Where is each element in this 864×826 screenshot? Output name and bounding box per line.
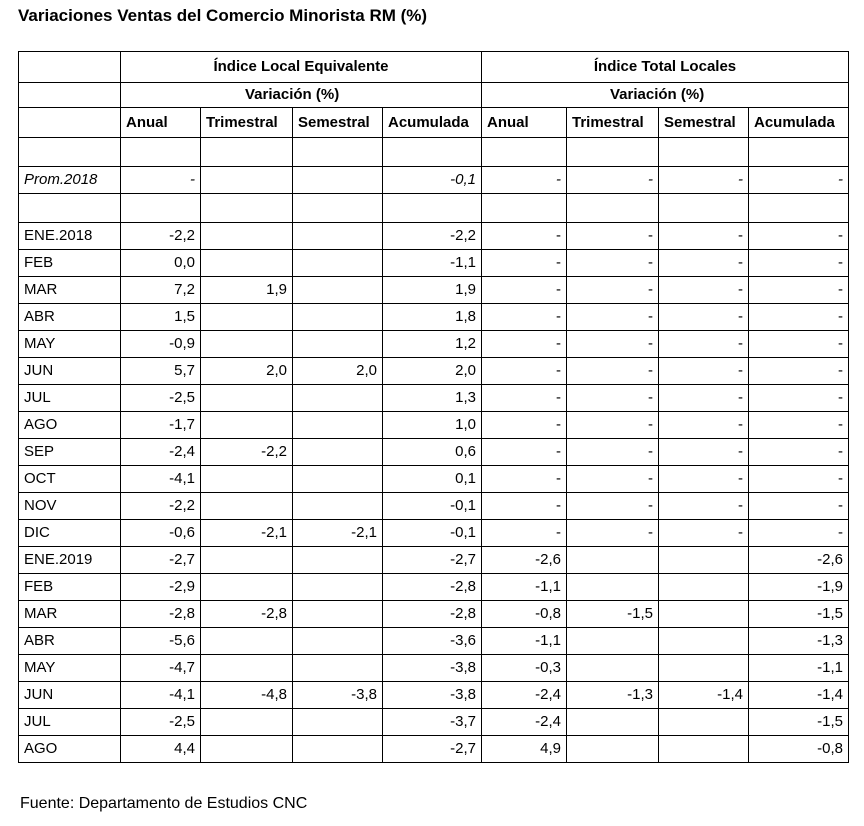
- table-row: [19, 358, 849, 385]
- value-cell: -: [659, 520, 749, 547]
- value-cell: -: [567, 358, 659, 385]
- value-cell: -0,1: [383, 167, 482, 194]
- table-row: [19, 493, 849, 520]
- row-label: Prom.2018: [19, 167, 121, 194]
- value-cell: -: [482, 304, 567, 331]
- value-cell: -: [749, 385, 849, 412]
- table-row: [19, 466, 849, 493]
- value-cell: -4,1: [121, 682, 201, 709]
- variation-header-local: Variación (%): [121, 83, 482, 108]
- value-cell: -0,1: [383, 493, 482, 520]
- empty-cell: [749, 138, 849, 167]
- row-label: JUL: [19, 709, 121, 736]
- empty-cell: [121, 138, 201, 167]
- value-cell: [293, 493, 383, 520]
- table-body: [19, 138, 849, 763]
- value-cell: 0,1: [383, 466, 482, 493]
- value-cell: [201, 736, 293, 763]
- value-cell: -: [659, 385, 749, 412]
- value-cell: [567, 547, 659, 574]
- value-cell: -: [482, 493, 567, 520]
- value-cell: -: [659, 223, 749, 250]
- value-cell: -2,2: [383, 223, 482, 250]
- row-label: JUL: [19, 385, 121, 412]
- value-cell: [201, 412, 293, 439]
- value-cell: -: [482, 250, 567, 277]
- value-cell: -: [659, 439, 749, 466]
- row-label: DIC: [19, 520, 121, 547]
- value-cell: -: [482, 466, 567, 493]
- value-cell: [293, 250, 383, 277]
- value-cell: -: [482, 385, 567, 412]
- row-label: SEP: [19, 439, 121, 466]
- value-cell: [293, 167, 383, 194]
- value-cell: -: [749, 439, 849, 466]
- source-note: Fuente: Departamento de Estudios CNC: [20, 795, 308, 812]
- value-cell: 2,0: [383, 358, 482, 385]
- value-cell: 1,9: [383, 277, 482, 304]
- empty-cell: [383, 194, 482, 223]
- value-cell: -: [567, 331, 659, 358]
- value-cell: [293, 574, 383, 601]
- value-cell: -1,1: [383, 250, 482, 277]
- value-cell: -: [567, 385, 659, 412]
- column-header: Trimestral: [201, 108, 293, 138]
- value-cell: -: [567, 520, 659, 547]
- value-cell: [659, 709, 749, 736]
- value-cell: -: [482, 167, 567, 194]
- value-cell: -4,8: [201, 682, 293, 709]
- value-cell: 2,0: [293, 358, 383, 385]
- row-label: MAY: [19, 655, 121, 682]
- value-cell: [293, 709, 383, 736]
- empty-cell: [19, 194, 121, 223]
- table-row: [19, 520, 849, 547]
- column-header: Semestral: [659, 108, 749, 138]
- value-cell: -1,9: [749, 574, 849, 601]
- value-cell: -1,5: [749, 709, 849, 736]
- table-row: [19, 601, 849, 628]
- value-cell: -0,9: [121, 331, 201, 358]
- value-cell: -: [659, 493, 749, 520]
- table-row: [19, 574, 849, 601]
- value-cell: -: [567, 493, 659, 520]
- value-cell: [201, 250, 293, 277]
- value-cell: [293, 466, 383, 493]
- value-cell: -: [659, 304, 749, 331]
- value-cell: -5,6: [121, 628, 201, 655]
- table-row: [19, 655, 849, 682]
- value-cell: [659, 736, 749, 763]
- value-cell: -: [749, 167, 849, 194]
- value-cell: [567, 574, 659, 601]
- value-cell: 1,5: [121, 304, 201, 331]
- value-cell: -2,7: [383, 547, 482, 574]
- value-cell: [201, 223, 293, 250]
- table-row: [19, 167, 849, 194]
- row-label: OCT: [19, 466, 121, 493]
- variation-header-total: Variación (%): [482, 83, 849, 108]
- value-cell: -2,8: [121, 601, 201, 628]
- value-cell: -: [659, 331, 749, 358]
- value-cell: -: [749, 520, 849, 547]
- value-cell: 1,9: [201, 277, 293, 304]
- value-cell: 1,0: [383, 412, 482, 439]
- value-cell: -: [567, 412, 659, 439]
- value-cell: -2,8: [383, 601, 482, 628]
- value-cell: -2,6: [749, 547, 849, 574]
- value-cell: -2,2: [121, 223, 201, 250]
- empty-cell: [749, 194, 849, 223]
- value-cell: -2,6: [482, 547, 567, 574]
- empty-cell: [482, 138, 567, 167]
- value-cell: [201, 167, 293, 194]
- value-cell: [293, 331, 383, 358]
- value-cell: -: [749, 304, 849, 331]
- value-cell: [293, 385, 383, 412]
- empty-cell: [201, 138, 293, 167]
- value-cell: -2,4: [482, 709, 567, 736]
- sales-variation-table: [18, 51, 849, 763]
- spacer-row: [19, 138, 849, 167]
- table-row: [19, 277, 849, 304]
- row-label: ABR: [19, 628, 121, 655]
- value-cell: [201, 709, 293, 736]
- value-cell: [201, 304, 293, 331]
- table-row: [19, 385, 849, 412]
- header-corner: [19, 52, 121, 83]
- value-cell: 1,2: [383, 331, 482, 358]
- empty-cell: [383, 138, 482, 167]
- table-row: [19, 304, 849, 331]
- value-cell: -: [749, 358, 849, 385]
- value-cell: -1,5: [749, 601, 849, 628]
- empty-cell: [121, 194, 201, 223]
- value-cell: 1,3: [383, 385, 482, 412]
- value-cell: [201, 385, 293, 412]
- header-corner-2: [19, 83, 121, 108]
- table-row: [19, 547, 849, 574]
- value-cell: -2,5: [121, 385, 201, 412]
- value-cell: 4,4: [121, 736, 201, 763]
- value-cell: -: [659, 358, 749, 385]
- value-cell: -2,2: [201, 439, 293, 466]
- value-cell: -2,8: [383, 574, 482, 601]
- row-label: MAR: [19, 601, 121, 628]
- value-cell: 5,7: [121, 358, 201, 385]
- value-cell: -0,1: [383, 520, 482, 547]
- value-cell: -2,5: [121, 709, 201, 736]
- table-row: [19, 628, 849, 655]
- value-cell: -: [567, 223, 659, 250]
- value-cell: [293, 439, 383, 466]
- empty-cell: [482, 194, 567, 223]
- row-label: AGO: [19, 736, 121, 763]
- value-cell: -0,8: [749, 736, 849, 763]
- value-cell: -3,6: [383, 628, 482, 655]
- row-label: JUN: [19, 358, 121, 385]
- row-label: NOV: [19, 493, 121, 520]
- table-row: [19, 223, 849, 250]
- value-cell: [293, 547, 383, 574]
- value-cell: [659, 628, 749, 655]
- value-cell: -: [749, 277, 849, 304]
- page-title: Variaciones Ventas del Comercio Minorista RM (%): [18, 6, 428, 25]
- column-header: Semestral: [293, 108, 383, 138]
- group-header-total: Índice Total Locales: [482, 52, 849, 83]
- value-cell: -2,1: [201, 520, 293, 547]
- value-cell: -: [121, 167, 201, 194]
- value-cell: -1,5: [567, 601, 659, 628]
- value-cell: -: [567, 167, 659, 194]
- column-header: Anual: [121, 108, 201, 138]
- value-cell: -1,1: [482, 628, 567, 655]
- value-cell: -: [567, 277, 659, 304]
- empty-cell: [293, 194, 383, 223]
- value-cell: [293, 736, 383, 763]
- value-cell: -: [567, 466, 659, 493]
- value-cell: [201, 466, 293, 493]
- value-cell: -4,7: [121, 655, 201, 682]
- value-cell: [201, 655, 293, 682]
- row-label: JUN: [19, 682, 121, 709]
- row-label: MAR: [19, 277, 121, 304]
- row-label: ENE.2019: [19, 547, 121, 574]
- value-cell: [567, 628, 659, 655]
- row-label: MAY: [19, 331, 121, 358]
- value-cell: -3,7: [383, 709, 482, 736]
- table-row: [19, 250, 849, 277]
- value-cell: -2,9: [121, 574, 201, 601]
- value-cell: -: [482, 412, 567, 439]
- value-cell: [567, 736, 659, 763]
- value-cell: [201, 331, 293, 358]
- value-cell: -: [482, 277, 567, 304]
- value-cell: [293, 601, 383, 628]
- value-cell: -0,6: [121, 520, 201, 547]
- column-header: Anual: [482, 108, 567, 138]
- value-cell: -: [567, 439, 659, 466]
- value-cell: -: [659, 167, 749, 194]
- row-label: ENE.2018: [19, 223, 121, 250]
- value-cell: -3,8: [383, 655, 482, 682]
- value-cell: -3,8: [383, 682, 482, 709]
- value-cell: -: [659, 277, 749, 304]
- value-cell: -1,1: [749, 655, 849, 682]
- value-cell: -2,1: [293, 520, 383, 547]
- value-cell: -: [749, 412, 849, 439]
- value-cell: 7,2: [121, 277, 201, 304]
- empty-cell: [567, 138, 659, 167]
- table-row: [19, 709, 849, 736]
- value-cell: -: [749, 466, 849, 493]
- value-cell: -2,7: [383, 736, 482, 763]
- value-cell: -1,4: [659, 682, 749, 709]
- column-header: Trimestral: [567, 108, 659, 138]
- group-header-local: Índice Local Equivalente: [121, 52, 482, 83]
- value-cell: [567, 709, 659, 736]
- column-header: Acumulada: [749, 108, 849, 138]
- value-cell: -1,3: [749, 628, 849, 655]
- table-row: [19, 412, 849, 439]
- value-cell: [293, 412, 383, 439]
- value-cell: -1,3: [567, 682, 659, 709]
- row-label: AGO: [19, 412, 121, 439]
- value-cell: [293, 277, 383, 304]
- empty-cell: [659, 138, 749, 167]
- empty-cell: [567, 194, 659, 223]
- value-cell: -: [659, 250, 749, 277]
- value-cell: -: [659, 412, 749, 439]
- value-cell: 0,0: [121, 250, 201, 277]
- value-cell: [293, 304, 383, 331]
- value-cell: [293, 655, 383, 682]
- value-cell: -2,4: [121, 439, 201, 466]
- empty-cell: [659, 194, 749, 223]
- value-cell: [659, 655, 749, 682]
- value-cell: -: [482, 439, 567, 466]
- row-label: FEB: [19, 250, 121, 277]
- row-label: FEB: [19, 574, 121, 601]
- value-cell: -: [482, 520, 567, 547]
- empty-cell: [19, 138, 121, 167]
- value-cell: [201, 493, 293, 520]
- value-cell: -: [749, 493, 849, 520]
- table-row: [19, 439, 849, 466]
- value-cell: -1,4: [749, 682, 849, 709]
- value-cell: [293, 223, 383, 250]
- value-cell: 0,6: [383, 439, 482, 466]
- value-cell: -2,2: [121, 493, 201, 520]
- value-cell: -: [482, 223, 567, 250]
- value-cell: [201, 547, 293, 574]
- value-cell: -0,8: [482, 601, 567, 628]
- value-cell: -: [567, 304, 659, 331]
- empty-cell: [201, 194, 293, 223]
- table-row: [19, 331, 849, 358]
- value-cell: [293, 628, 383, 655]
- table-row: [19, 736, 849, 763]
- value-cell: -1,1: [482, 574, 567, 601]
- value-cell: -2,8: [201, 601, 293, 628]
- value-cell: -1,7: [121, 412, 201, 439]
- value-cell: [659, 574, 749, 601]
- row-label: ABR: [19, 304, 121, 331]
- empty-cell: [293, 138, 383, 167]
- value-cell: [201, 628, 293, 655]
- value-cell: -: [659, 466, 749, 493]
- value-cell: [201, 574, 293, 601]
- value-cell: [567, 655, 659, 682]
- value-cell: -: [749, 331, 849, 358]
- value-cell: -2,7: [121, 547, 201, 574]
- value-cell: -3,8: [293, 682, 383, 709]
- value-cell: 2,0: [201, 358, 293, 385]
- value-cell: -: [749, 250, 849, 277]
- value-cell: [659, 601, 749, 628]
- value-cell: -: [749, 223, 849, 250]
- value-cell: -: [482, 331, 567, 358]
- value-cell: 1,8: [383, 304, 482, 331]
- value-cell: -: [482, 358, 567, 385]
- value-cell: -2,4: [482, 682, 567, 709]
- column-header: Acumulada: [383, 108, 482, 138]
- value-cell: 4,9: [482, 736, 567, 763]
- spacer-row: [19, 194, 849, 223]
- value-cell: -0,3: [482, 655, 567, 682]
- header-corner-3: [19, 108, 121, 138]
- value-cell: -: [567, 250, 659, 277]
- value-cell: -4,1: [121, 466, 201, 493]
- table-row: [19, 682, 849, 709]
- value-cell: [659, 547, 749, 574]
